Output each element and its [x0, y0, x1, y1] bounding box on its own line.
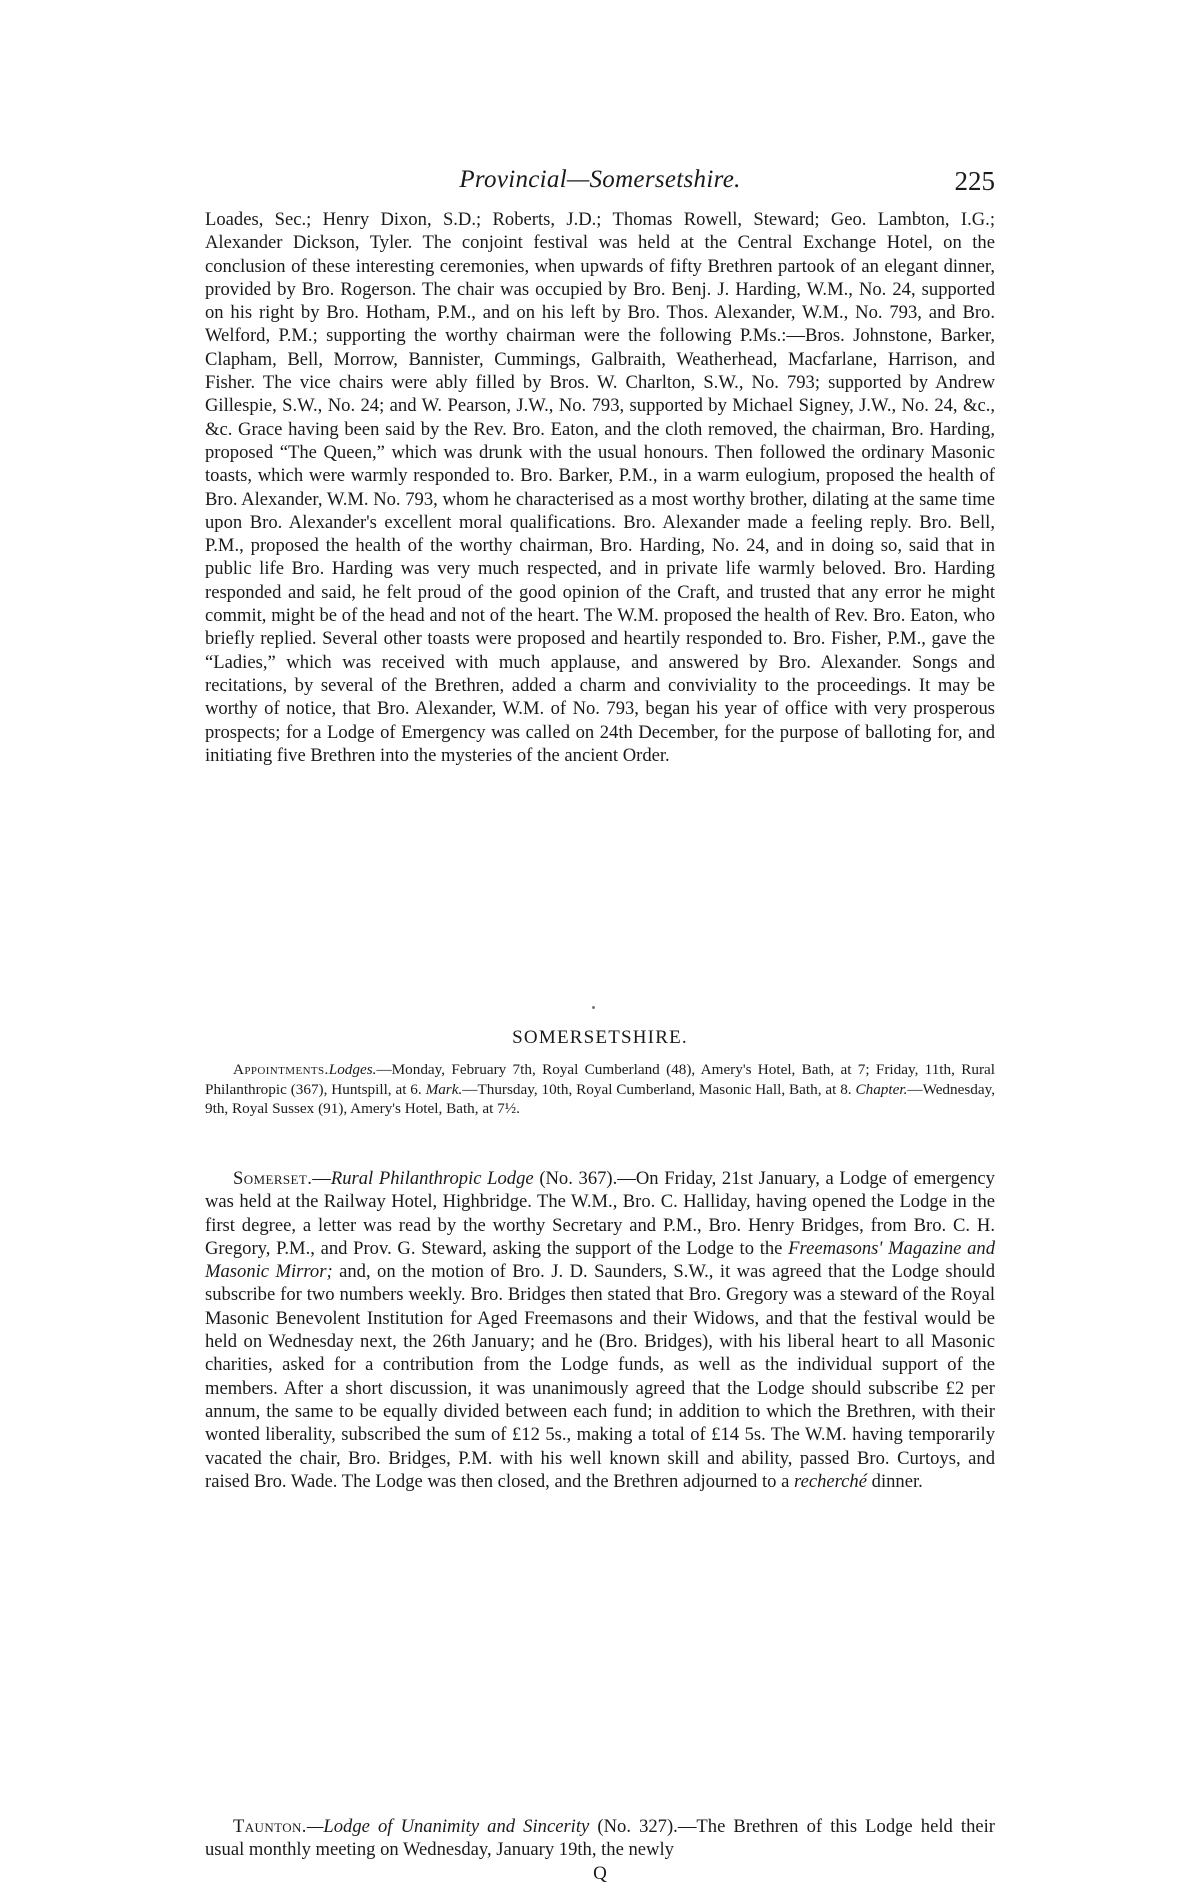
continued-report	[205, 208, 995, 767]
appointments-paragraph	[205, 1060, 995, 1119]
running-title: Provincial—Somersetshire.	[459, 166, 741, 193]
taunton-report	[205, 1815, 995, 1862]
taunton-lodge-name: —Lodge of Unanimity and Sincerity	[306, 1816, 590, 1837]
somerset-report	[205, 1167, 995, 1493]
somerset-text-3: dinner.	[871, 1470, 923, 1492]
page-number: 225	[954, 166, 995, 196]
appointments-lead: Appointments.	[233, 1061, 329, 1078]
taunton-paragraph	[205, 1815, 995, 1862]
somerset-recherche: recherché	[794, 1470, 867, 1492]
running-head	[205, 166, 995, 200]
appointments-notice	[205, 1060, 995, 1119]
signature-mark: Q	[593, 1863, 607, 1884]
somerset-lead: Somerset.	[233, 1168, 313, 1189]
appointments-mark-label: Mark.	[425, 1080, 463, 1098]
somerset-text-2: and, on the motion of Bro. J. D. Saunders, S.W., it was agreed that the Lodge should subscribe for two numbers weekly. Bro. Bridges then stated that Bro. Gregory was a steward of the Royal Masonic Benevolent Institution for Aged Freemasons and their Widows, and that the festival would be held on Wednesday next, the 26th January; and he (Bro. Bridges), with his liberal heart to all Masonic charities, asked for a contribution from the Lodge funds, as well as the individual support of the members. After a short discussion, it was unanimously agreed that the Lodge should subscribe £2 per annum, the same to be equally divided between each fund; in addition to which the Brethren, with their wonted liberality, subscribed the sum of £12 5s., making a total of £14 5s. The W.M. having temporarily vacated the chair, Bro. Bridges, P.M. with his well known skill and ability, passed Bro. Curtoys, and raised Bro. Wade. The Lodge was then closed, and the Brethren adjourned to a	[205, 1261, 996, 1492]
appointments-chapter-label: Chapter.	[855, 1080, 908, 1098]
appointments-lodges-text: —Monday, February 7th, Royal Cumberland (48), Amery's Hotel, Bath, at 7; Friday, 11th, Rural Philanthropic (367), Huntspill, at 6.	[205, 1061, 995, 1098]
somerset-paragraph: Somerset.—Rural Philanthropic Lodge (No. 367).—On Friday, 21st January, a Lodge of emergency was held at the Railway Hotel, Highbridge. The W.M., Bro. C. Halliday, having opened the Lodge in the first degree, a letter was read by the worthy Secretary and P.M., Bro. Henry Bridges, from Bro. C. H. Gregory, P.M., and Prov. G. Steward, asking the support of the Lodge to the Freemasons' Magazine and Masonic Mirror; and, on the motion of Bro. J. D. Saunders, S.W., it was agreed that the Lodge should subscribe for two numbers weekly. Bro. Bridges then stated that Bro. Gregory was a steward of the Royal Masonic Benevolent Institution for Aged Freemasons and their Widows, and that the festival would be held on Wednesday next, the 26th January; and he (Bro. Bridges), with his liberal heart to all Masonic charities, asked for a contribution from the Lodge funds, as well as the individual support of the members. After a short discussion, it was unanimously agreed that the Lodge should subscribe £2 per annum, the same to be equally divided between each fund; in addition to which the Brethren, with their wonted liberality, subscribed the sum of £12 5s., making a total of £14 5s. The W.M. having temporarily vacated the chair, Bro. Bridges, P.M. with his well known skill and ability, passed Bro. Curtoys, and raised Bro. Wade. The Lodge was then closed, and the Brethren adjourned to a recherché dinner.	[205, 1168, 996, 1492]
somerset-lodge-name: Rural Philanthropic Lodge	[330, 1168, 534, 1189]
somerset-text-1: (No. 367).—On Friday, 21st January, a Lodge of emergency was held at the Railway Hotel, Highbridge. The W.M., Bro. C. Halliday, having opened the Lodge in the first degree, a letter was read by the worthy Secretary and P.M., Bro. Henry Bridges, from Bro. C. H. Gregory, P.M., and Prov. G. Steward, asking the support of the Lodge to the	[205, 1168, 995, 1259]
appointments-chapter-text: —Wednesday, 9th, Royal Sussex (91), Amery's Hotel, Bath, at 7½.	[205, 1080, 996, 1117]
print-speck	[592, 1006, 595, 1009]
section-heading: SOMERSETSHIRE.	[512, 1027, 688, 1048]
continued-paragraph: Loades, Sec.; Henry Dixon, S.D.; Roberts, J.D.; Thomas Rowell, Steward; Geo. Lambton, I.G.; Alexander Dickson, Tyler. The conjoint festival was held at the Central Exchange Hotel, on the conclusion of these interesting ceremonies, when upwards of fifty Brethren partook of an elegant dinner, provided by Bro. Rogerson. The chair was occupied by Bro. Benj. J. Harding, W.M., No. 24, supported on his right by Bro. Hotham, P.M., and on his left by Bro. Thos. Alexander, W.M., No. 793, and Bro. Welford, P.M.; supporting the worthy chairman were the following P.Ms.:—Bros. Johnstone, Barker, Clapham, Bell, Morrow, Bannister, Cummings, Galbraith, Weatherhead, Macfarlane, Harrison, and Fisher. The vice chairs were ably filled by Bros. W. Charlton, S.W., No. 793; supported by Andrew Gillespie, S.W., No. 24; and W. Pearson, J.W., No. 793, supported by Michael Signey, J.W., No. 24, &c., &c. Grace having been said by the Rev. Bro. Eaton, and the cloth removed, the chairman, Bro. Harding, proposed “The Queen,” which was drunk with the usual honours. Then followed the ordinary Masonic toasts, which were warmly responded to. Bro. Barker, P.M., in a warm eulogium, proposed the health of Bro. Alexander, W.M. No. 793, whom he characterised as a most worthy brother, dilating at the same time upon Bro. Alexander's excellent moral qualifications. Bro. Alexander made a feeling reply. Bro. Bell, P.M., proposed the health of the worthy chairman, Bro. Harding, No. 24, and in doing so, said that in public life Bro. Harding was very much respected, and in private life warmly beloved. Bro. Harding responded and said, he felt proud of the good opinion of the Craft, and trusted that any error he might commit, might be of the head and not of the heart. The W.M. proposed the health of Rev. Bro. Eaton, who briefly replied. Several other toasts were proposed and heartily responded to. Bro. Fisher, P.M., gave the “Ladies,” which was received with much applause, and answered by Bro. Alexander. Songs and recitations, by several of the Brethren, added a charm and conviviality to the proceedings. It may be worthy of notice, that Bro. Alexander, W.M. of No. 793, began his year of office with very prosperous prospects; for a Lodge of Emergency was called on 24th December, for the purpose of balloting for, and initiating five Brethren into the mysteries of the ancient Order.	[205, 209, 995, 766]
taunton-lead: Taunton.	[233, 1816, 307, 1837]
somerset-magazine-title: Freemasons' Magazine and Masonic Mirror;	[205, 1237, 995, 1283]
appointments-mark-text: —Thursday, 10th, Royal Cumberland, Masonic Hall, Bath, at 8.	[462, 1080, 852, 1098]
appointments-lodges-label: Lodges.	[328, 1061, 377, 1078]
taunton-text: (No. 327).—The Brethren of this Lodge held their usual monthly meeting on Wednesday, January 19th, the newly	[205, 1816, 995, 1861]
